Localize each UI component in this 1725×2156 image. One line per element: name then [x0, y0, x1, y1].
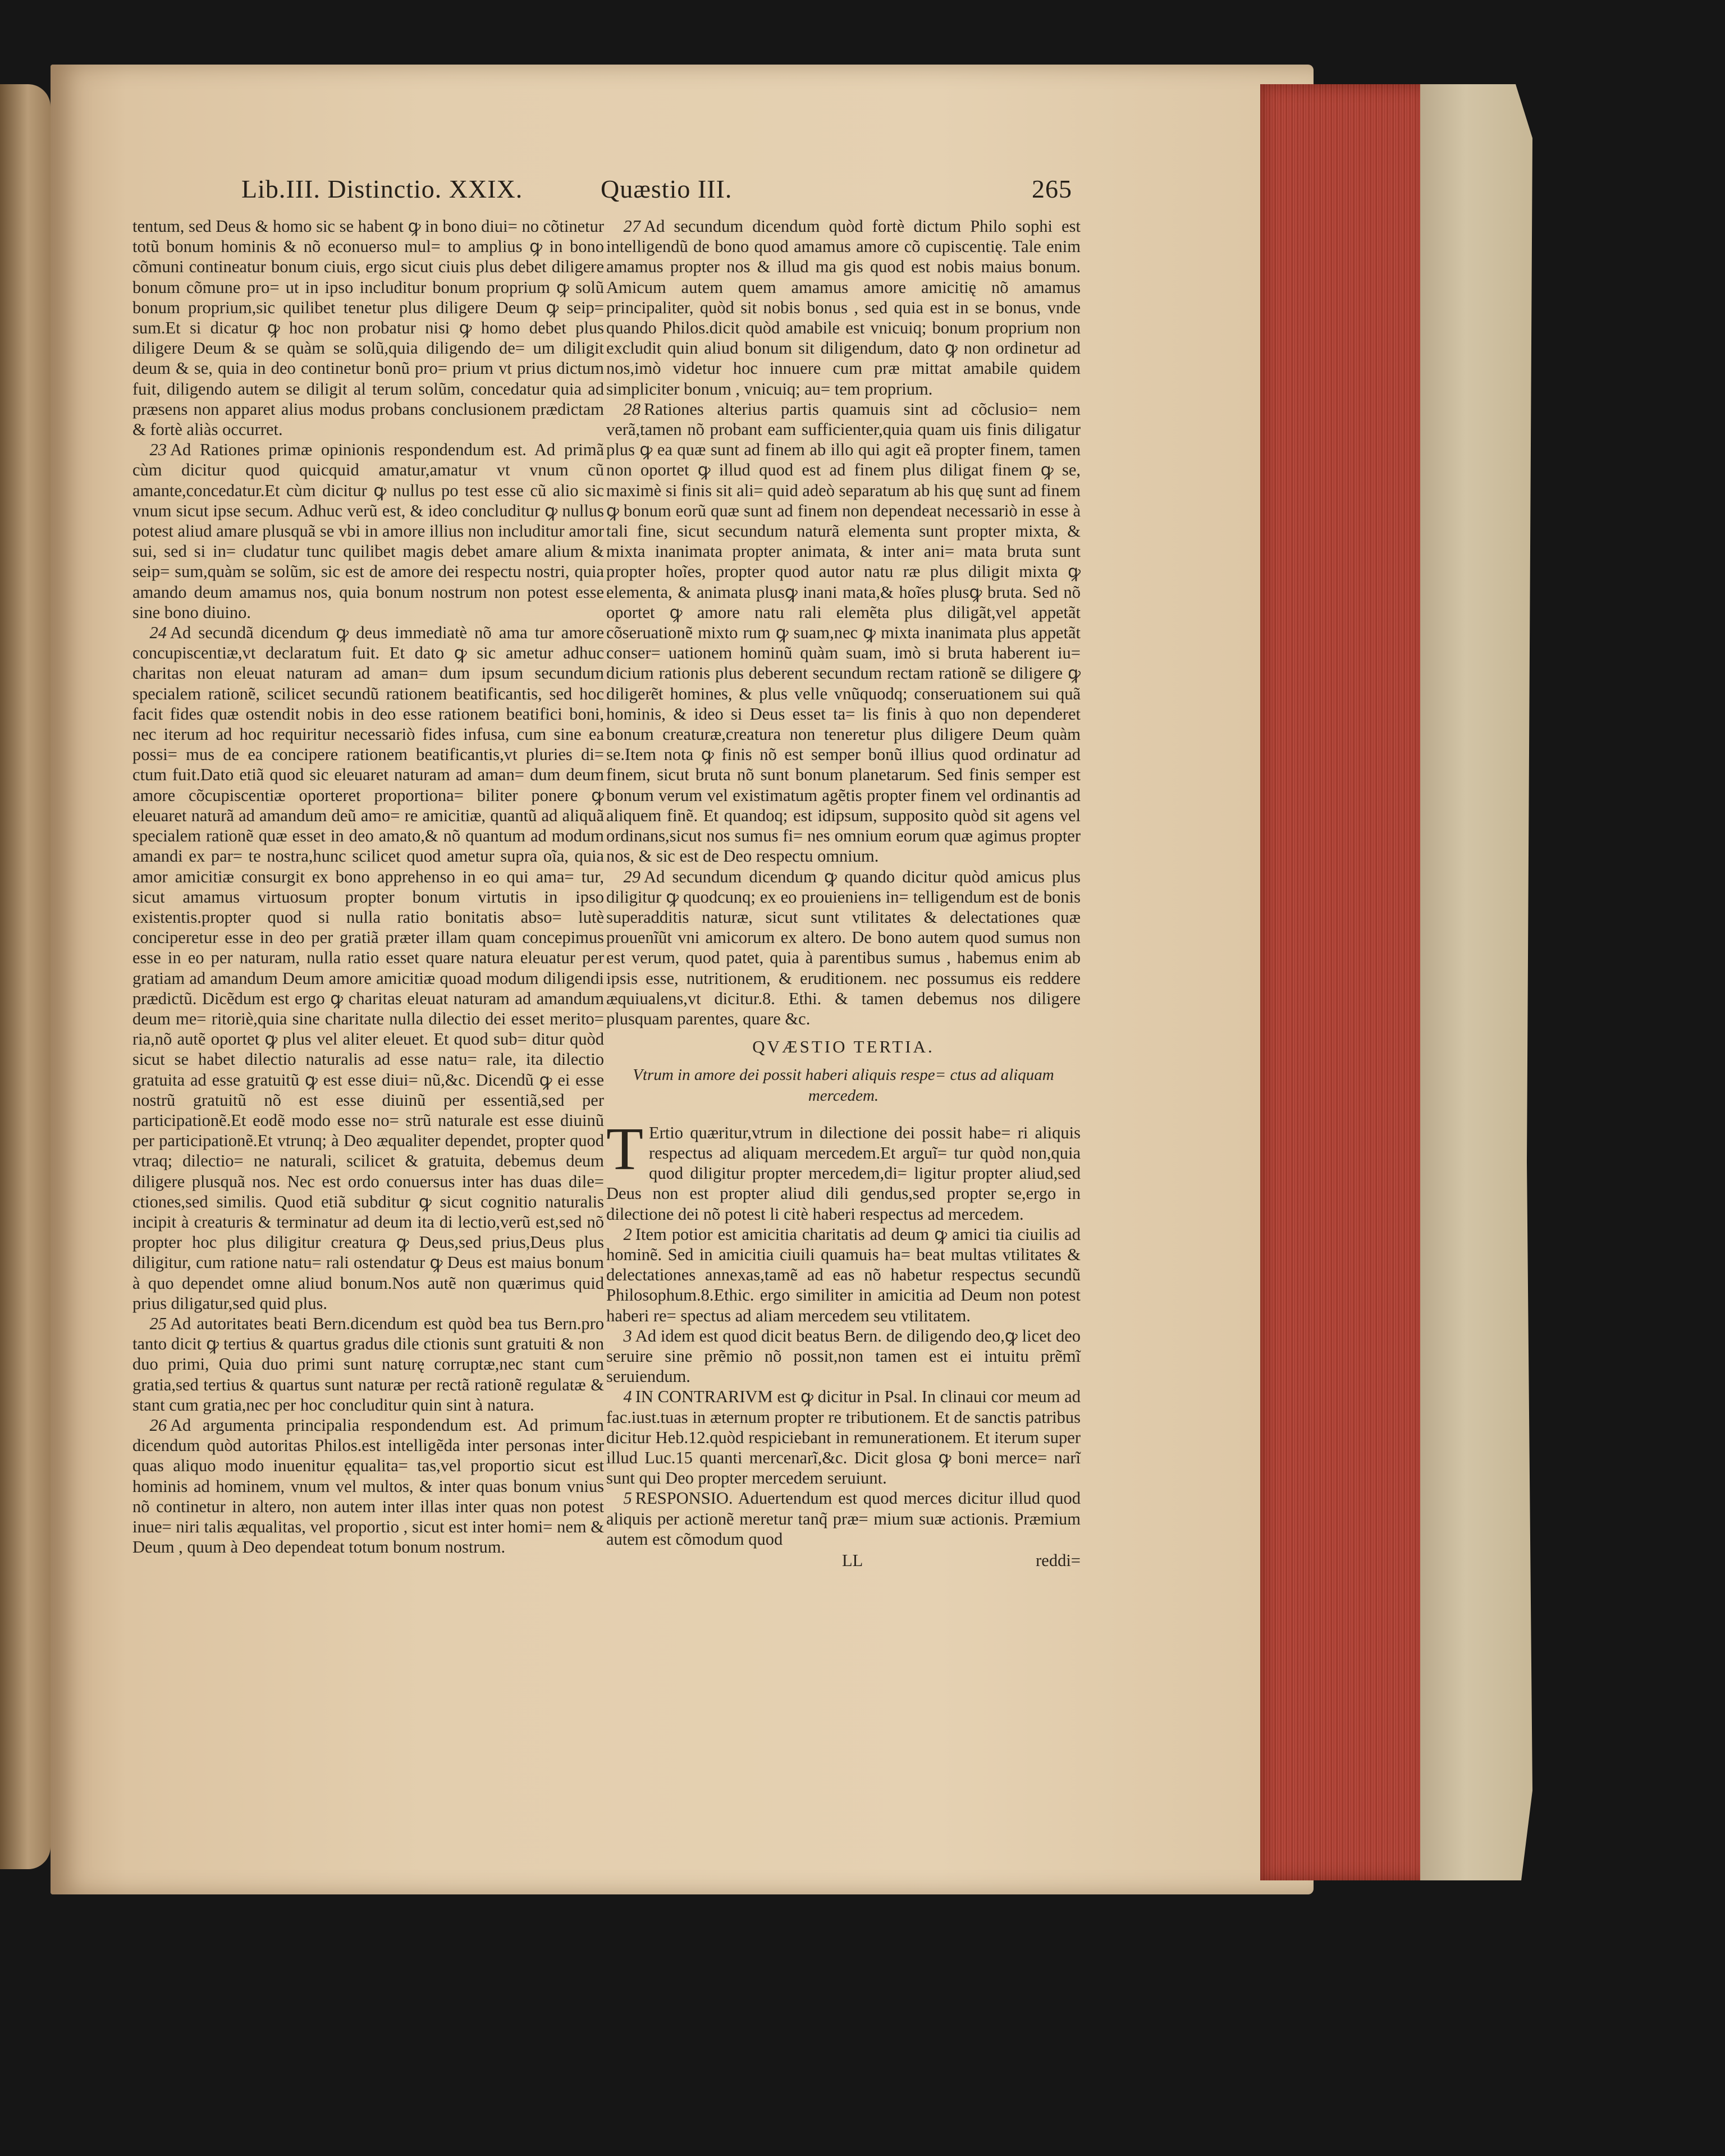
page-footer — [606, 1550, 1081, 1571]
paragraph-number: 26 — [149, 1415, 167, 1435]
paragraph-number: 2 — [623, 1224, 632, 1244]
paragraph-text: Ad idem est quod dicit beatus Bern. de diligendo deo,ꝙ licet deo seruire sine prẽmio nõ possit,non tamen est ei intuitu prẽmĩ seruiendum. — [606, 1326, 1081, 1386]
folio-number: 265 — [1032, 175, 1072, 203]
paragraph-text: Rationes alterius partis quamuis sint ad cõclusio= nem verã,tamen nõ probant eam sufficienter,quia quam uis finis diligatur plus ꝙ ea quæ sunt ad finem ab illo qui agit eã propter finem, tamen non oportet ꝙ illud quod est ad finem plus diligat finem ꝙ se, maximè si finis sit ali= quid adeò separatum ab his quę sunt ad finem ꝙ bonum eorũ quæ sunt ad finem non dependeat necessariò in esse à tali fine, sicut secundum naturã elementa sunt propter mixta, & mixta inanimata propter animata, & inter ani= mata bruta sunt propter hoĩes, propter quod autor natu ræ plus diligit mixta ꝙ elementa, & animata plusꝙ inani mata,& hoĩes plusꝙ bruta. Sed nõ oportet ꝙ amore natu rali elemẽta plus diligãt,vel appetãt cõseruationẽ mixto rum ꝙ suam,nec ꝙ mixta inanimata plus appetãt conser= uationem hominũ quàm suam, imò si bruta haberent iu= dicium rationis plus deberent secundum rectam rationẽ se diligere ꝙ diligerẽt homines, & plus velle vnũquodq; conseruationem sui quã hominis, & ideo si Deus esset ta= lis finis à quo non dependeret bonum creaturæ,creatura non teneretur plus diligere Deum quàm se.Item nota ꝙ finis nõ est semper bonũ illius quod ordinatur ad finem, sicut bruta nõ sunt bonum planetarum. Sed finis semper est bonum verum vel existimatum agẽtis propter finem vel ordinantis ad aliquem finẽ. Et quandoq; est idipsum, supposito quòd sit agens vel ordinans,sicut nos sumus fi= nes omnium eorum quæ agimus propter nos, & sic est de Deo respectu omnium. — [606, 399, 1081, 866]
left-page-edge — [0, 84, 51, 1869]
left-column — [132, 216, 604, 1557]
question-intro — [606, 1115, 1081, 1224]
paragraph — [132, 622, 604, 1313]
drop-cap: T — [606, 1115, 643, 1183]
book-title: Lib.III. Distinctio. XXIX. — [241, 175, 523, 203]
paragraph-number: 23 — [149, 440, 167, 460]
paragraph — [132, 216, 604, 440]
right-column — [606, 216, 1081, 1571]
question-intro-text: Ertio quæritur,vtrum in dilectione dei possit habe= ri aliquis respectus ad aliquam mercedem.Et arguĩ= tur quòd non,quia quod diligitur propter mercedem,di= ligitur propter aliud,sed Deus non est propter aliud dili gendus,sed propter se,ergo in dilectione dei nõ potest li citè haberi respectus ad mercedem. — [606, 1123, 1081, 1224]
paragraph — [606, 1488, 1081, 1549]
paragraph-text: Ad argumenta principalia respondendum est. Ad primum dicendum quòd autoritas Philos.est intelligẽda inter personas inter quas aliquo modo inuenitur ęqualita= tas,vel proportio sicut est hominis ad hominem, vnum vel multos, & inter quas bonum vnius nõ continetur in altero, non autem inter illas inter quas non potest inue= niri talis æqualitas, vel proportio , sicut est inter homi= nem & Deum , quum à Deo dependeat totum bonum nostrum. — [132, 1415, 604, 1557]
paragraph-text: tentum, sed Deus & homo sic se habent ꝙ in bono diui= no cõtinetur totũ bonum hominis & nõ econuerso mul= to amplius ꝙ in bono cõmuni contineatur bonum ciuis, ergo sicut ciuis plus debet diligere bonum cõmune pro= ut in ipso includitur bonum proprium ꝙ solũ bonum proprium,sic quilibet tenetur plus diligere Deum ꝙ seip= sum.Et si dicatur ꝙ hoc non probatur nisi ꝙ homo debet plus diligere Deum & se quàm se solũ,quia diligendo de= um diligit deum & se, quia in deo continetur bonũ pro= prium vt prius dictum fuit, diligendo autem se diligit al terum solũm, concedatur quia ad præsens non apparet alius modus probans conclusionem prædictam & fortè aliàs occurret. — [132, 217, 604, 440]
paragraph-text: RESPONSIO. Aduertendum est quod merces dicitur illud quod aliquis per actionẽ meretur tanq̃ præ= mium suæ actionis. Præmium autem est cõmodum quod — [606, 1489, 1081, 1549]
paragraph-number: 29 — [623, 867, 640, 886]
paragraph — [606, 1224, 1081, 1326]
paragraph-number: 5 — [623, 1489, 632, 1508]
paragraph — [132, 1415, 604, 1557]
red-page-edges — [1260, 84, 1429, 1880]
paragraph-text: Item potior est amicitia charitatis ad deum ꝙ amici tia ciuilis ad hominẽ. Sed in amicitia ciuili quamuis ha= beat multas vtilitates & delectationes annexas,tamẽ ad eas nõ habetur respectus secundũ Philosophum.8.Ethic. ergo similiter in amicitia ad Deum non potest haberi re= spectus ad aliam mercedem seu vtilitatem. — [606, 1224, 1081, 1325]
paragraph — [132, 1313, 604, 1415]
paragraph-number: 24 — [149, 623, 167, 643]
paragraph — [606, 216, 1081, 399]
paragraph — [606, 867, 1081, 1029]
question-subtitle: Vtrum in amore dei possit haberi aliquis respe= ctus ad aliquam mercedem. — [633, 1066, 1054, 1105]
paragraph — [606, 1326, 1081, 1387]
paragraph-text: Ad autoritates beati Bern.dicendum est quòd bea tus Bern.pro tanto dicit ꝙ tertius & quartus gradus dile ctionis sunt gratuiti & non duo primi, Quia duo primi sunt naturę corruptæ,nec stant cum gratia,sed tertius & quartus sunt naturæ per rectã rationẽ regulatæ & stant cum gratia,nec per hoc concluditur quin sint à natura. — [132, 1313, 604, 1415]
paragraph-text: Ad Rationes primæ opinionis respondendum est. Ad primã cùm dicitur quod quicquid amatur,amatur vt vnum cũ amante,concedatur.Et cùm dicitur ꝙ nullus po test esse cũ alio sic vnum sicut ipse secum. Adhuc verũ est, & ideo concluditur ꝙ nullus potest aliud amare plusquã se vbi in amore illius non includitur amor sui, sed si in= cludatur tunc quilibet magis debet amare alium & seip= sum,quàm se solũm, sic est de amore dei respectu nostri, quia amando deum amamus nos, quia bonum nostrum non potest esse sine bono diuino. — [132, 440, 604, 622]
paragraph — [606, 399, 1081, 867]
vellum-cover — [1420, 84, 1532, 1880]
catchword: reddi= — [1036, 1551, 1081, 1570]
paragraph-number: 27 — [623, 217, 640, 236]
running-header — [241, 174, 1072, 219]
paragraph-text: IN CONTRARIVM est ꝙ dicitur in Psal. In clinaui cor meum ad fac.iust.tuas in æternum propter re tributionem. Et de sanctis patribus dicitur Heb.12.quòd respiciebant in remunerationem. Et iterum super illud Luc.15 quanti mercenarĩ,&c. Dicit glosa ꝙ boni merce= narĩ sunt qui Deo propter mercedem seruiunt. — [606, 1387, 1081, 1488]
paragraph-text: Ad secundum dicendum quòd fortè dictum Philo sophi est intelligendũ de bono quod amamus amore cõ cupiscentię. Tale enim amamus propter nos & illud ma gis quod est nobis maius bonum. Amicum autem quem amamus amore amicitię nõ amamus principaliter, quòd sit nobis bonus , sed quia est in se bonus, vnde quando Philos.dicit quòd amabile est vnicuiq; bonum proprium non excludit quin aliud bonum sit diligendum, dato ꝙ non ordinetur ad nos,imò videtur hoc innuere cum præ mittat amabile quidem simpliciter bonum , vnicuiq; au= tem proprium. — [606, 217, 1081, 399]
paragraph-number: 4 — [623, 1387, 632, 1407]
paragraph-text: Ad secundã dicendum ꝙ deus immediatè nõ ama tur amore concupiscentiæ,vt declaratum fuit. Et dato ꝙ sic ametur adhuc charitas non eleuat naturam ad aman= dum ipsum secundum specialem rationẽ, scilicet secundũ rationem beatificantis, sed hoc facit fides quæ ostendit nobis in deo esse rationem beatifici boni, nec iterum ad hoc requiritur necessariò fides infusa, cum sine ea possi= mus de ea concipere rationem beatificantis,vt pluries di= ctum fuit.Dato etiã quod sic eleuaret naturam ad aman= dum deum amore cõcupiscentiæ oporteret proportiona= biliter ponere ꝙ eleuaret naturã ad amandum deũ amo= re amicitiæ, quantũ ad aliquã specialem rationẽ quæ esset in deo amato,& nõ quantum ad modum amandi ex par= te nostra,hunc scilicet quod ametur supra oĩa, quia amor amicitiæ consurgit ex bono apprehenso in eo qui ama= tur, sicut amamus virtuosum propter bonum virtutis in ipso existentis.propter quod si nulla ratio bonitatis abso= lutè conciperetur esse in deo per gratiã præter illam quam concepimus esse in eo per naturam, nulla ratio esset quare natura eleuatur per gratiam ad amandum Deum amore amicitiæ quoad modum diligendi prædictũ. Dicẽdum est ergo ꝙ charitas eleuat naturam ad amandum deum me= ritoriè,quia sine charitate nulla dilectio dei esset merito= ria,nõ autẽ oportet ꝙ plus vel aliter eleuet. Et quod sub= ditur quòd sicut se habet dilectio naturalis ad esse natu= rale, ita dilectio gratuita ad esse gratuitũ ꝙ est esse diui= nũ,&c. Dicendũ ꝙ ei esse nostrũ gratuitũ nõ est esse diuinũ per essentiã,sed per participationẽ.Et eodẽ modo esse no= strũ naturale est esse diuinũ per participationẽ.Et vtrunq; à Deo æqualiter dependet, propter quod vtraq; dilectio= ne naturali, scilicet & gratuita, debemus deum diligere plusquã nos. Nec est ordo conuersus inter has duas dile= ctiones,sed similis. Quod etiã subditur ꝙ sicut cognitio naturalis incipit à creaturis & terminatur ad deum ita di lectio,verũ est,sed nõ propter hoc plus diligitur creatura ꝙ Deus,sed prius,Deus plus diligitur, cum ratione natu= rali ostendatur ꝙ Deus est maius bonum à quo dependet omne aliud bonum.Nos autẽ non quærimus quid prius diligatur,sed quid plus. — [132, 623, 604, 1313]
paragraph-number: 3 — [623, 1326, 632, 1345]
paragraph-number: 28 — [623, 399, 640, 419]
quaestio-label: Quæstio III. — [601, 175, 733, 203]
signature-mark: LL — [842, 1551, 863, 1570]
paragraph — [606, 1386, 1081, 1488]
question-title: QVÆSTIO TERTIA. — [752, 1037, 935, 1057]
paragraph-text: Ad secundum dicendum ꝙ quando dicitur quòd amicus plus diligitur ꝙ quodcunq; ex eo prouieniens in= telligendum est de bonis superadditis naturæ, sicut sunt vtilitates & delectationes quæ prouenĩũt vni amicorum ex altero. De bono autem quod sumus non est verum, quod patet, quia à parentibus sumus , habemus enim ab ipsis esse, nutritionem, & eruditionem. nec possumus eis reddere æquiualens,vt dicitur.8. Ethi. & tamen debemus nos diligere plusquam parentes, quare &c. — [606, 867, 1081, 1028]
paragraph — [132, 440, 604, 622]
paragraph-number: 25 — [149, 1313, 167, 1333]
